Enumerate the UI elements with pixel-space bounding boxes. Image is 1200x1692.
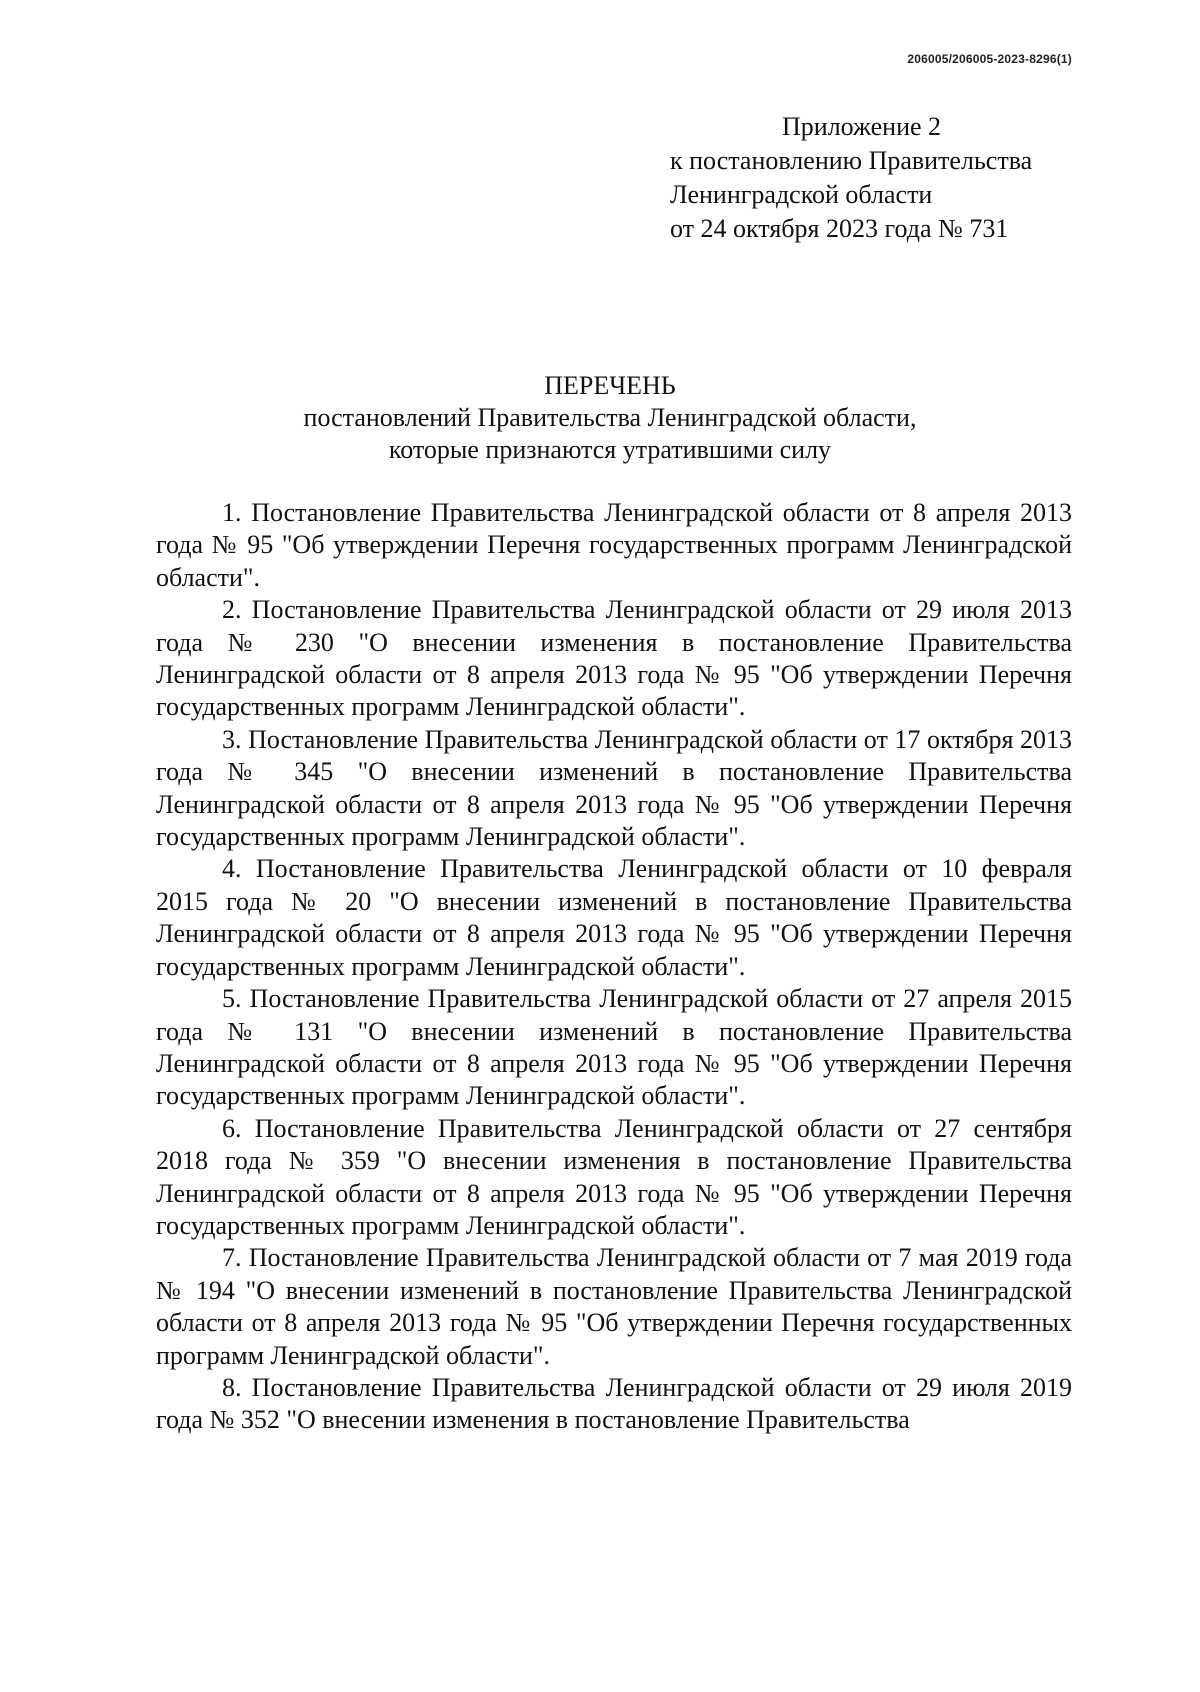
- list-item: 3. Постановление Правительства Ленинградской области от 17 октября 2013 года № 345 "О внесении изменений в постановление Правительства Ленинградской области от 8 апреля 2013 года № 95 "Об утверждении Перечня государственных программ Ленинградской области".: [156, 724, 1072, 852]
- appendix-line-3: Ленинградской области: [670, 180, 933, 209]
- list-item: 6. Постановление Правительства Ленинградской области от 27 сентября 2018 года № 359 "О внесении изменения в постановление Правительства Ленинградской области от 8 апреля 2013 года № 95 "Об утверждении Перечня государственных программ Ленинградской области".: [156, 1113, 1072, 1240]
- resolution-list: [156, 497, 1072, 1437]
- list-item: 7. Постановление Правительства Ленинградской области от 7 мая 2019 года № 194 "О внесении изменений в постановление Правительства Ленинградской области от 8 апреля 2013 года № 95 "Об утверждении Перечня государственных программ Ленинградской области".: [156, 1243, 1072, 1370]
- list-item: 4. Постановление Правительства Ленинградской области от 10 февраля 2015 года № 20 "О внесении изменений в постановление Правительства Ленинградской области от 8 апреля 2013 года № 95 "Об утверждении Перечня государственных программ Ленинградской области".: [156, 854, 1072, 981]
- title-block: [150, 370, 1070, 466]
- document-heading: ПЕРЕЧЕНЬ: [544, 371, 676, 400]
- appendix-block: [670, 110, 1032, 246]
- appendix-line-4: от 24 октября 2023 года № 731: [670, 214, 1009, 243]
- list-item: 2. Постановление Правительства Ленинградской области от 29 июля 2013 года № 230 "О внесении изменения в постановление Правительства Ленинградской области от 8 апреля 2013 года № 95 "Об утверждении Перечня государственных программ Ленинградской области".: [156, 595, 1072, 722]
- list-item: 1. Постановление Правительства Ленинградской области от 8 апреля 2013 года № 95 "Об утверждении Перечня государственных программ Ленинградской области".: [156, 498, 1072, 592]
- list-item: 8. Постановление Правительства Ленинградской области от 29 июля 2019 года № 352 "О внесении изменения в постановление Правительства: [156, 1372, 1072, 1435]
- document-id: 206005/206005-2023-8296(1): [907, 52, 1072, 66]
- document-subtitle-line-2: которые признаются утратившими силу: [388, 435, 832, 464]
- list-item: 5. Постановление Правительства Ленинградской области от 27 апреля 2015 года № 131 "О внесении изменений в постановление Правительства Ленинградской области от 8 апреля 2013 года № 95 "Об утверждении Перечня государственных программ Ленинградской области".: [156, 984, 1072, 1111]
- document-subtitle-line-1: постановлений Правительства Ленинградской области,: [303, 403, 917, 432]
- appendix-line-1: Приложение 2: [782, 112, 942, 141]
- appendix-line-2: к постановлению Правительства: [670, 146, 1033, 175]
